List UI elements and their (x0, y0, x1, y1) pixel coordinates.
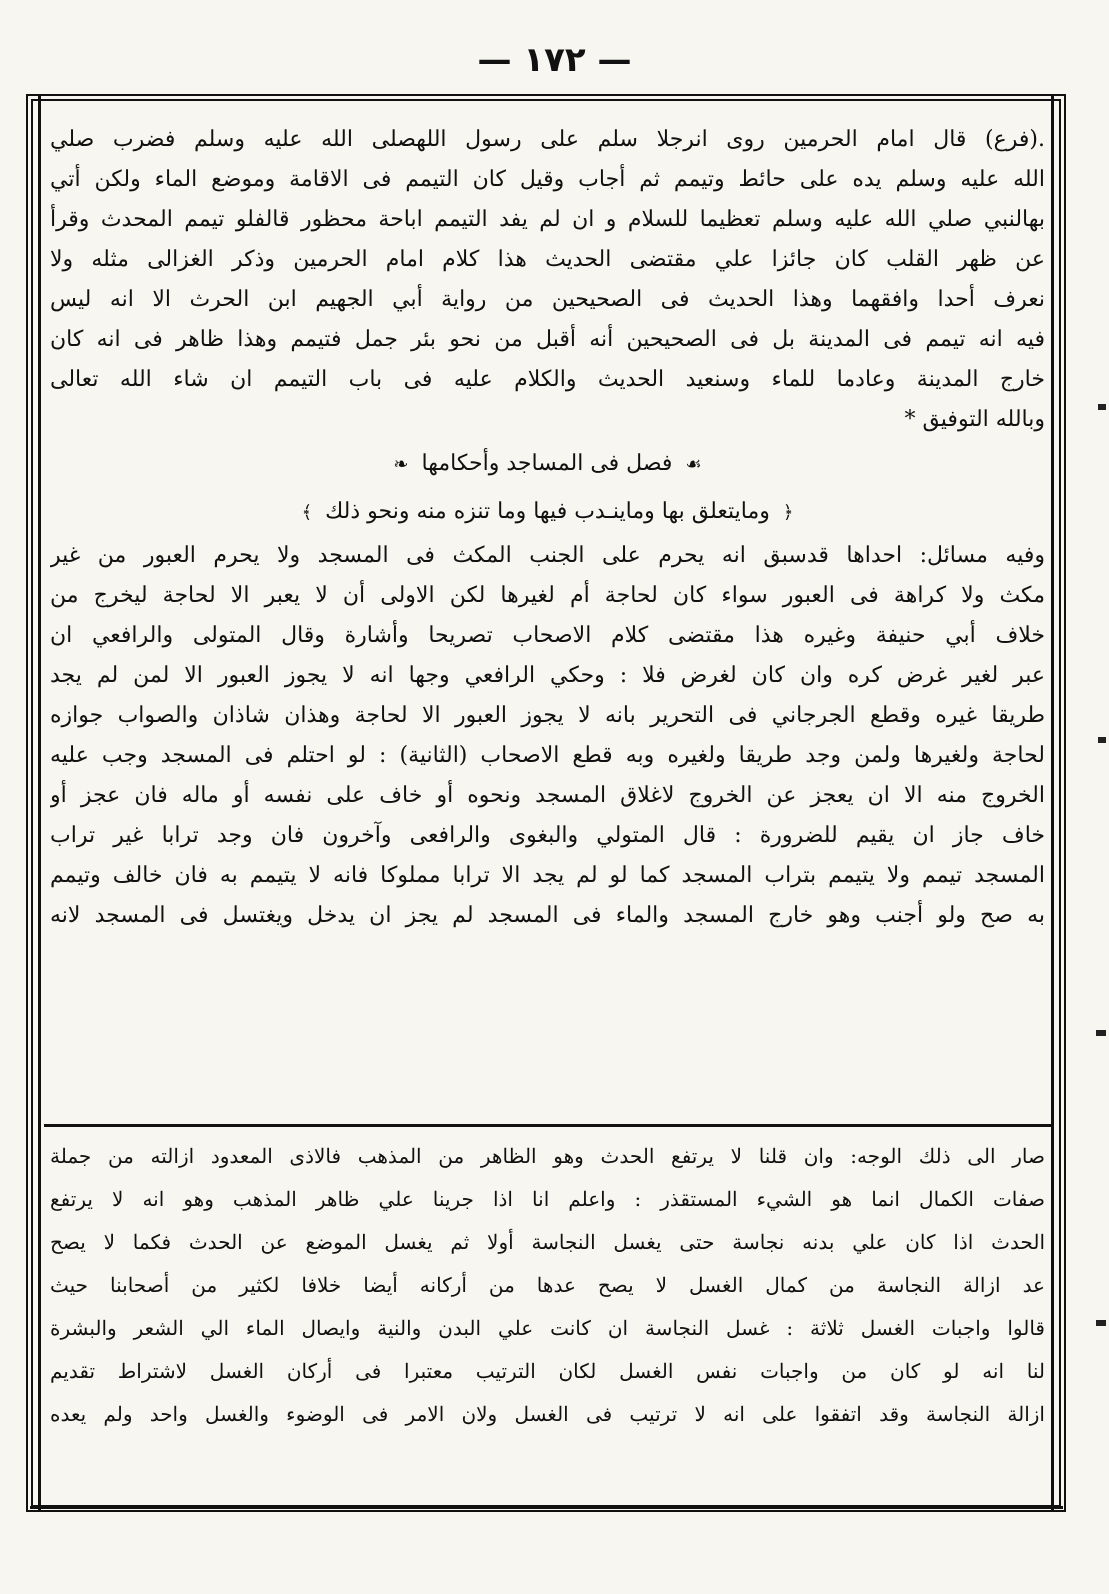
footnote-line: عد ازالة النجاسة من كمال الغسل لا يصح عدها من أركانه أيضا خلافا لكثير من أصحابنا حيث (50, 1273, 1045, 1297)
text-line: المسجد تيمم ولا يتيمم بتراب المسجد كما لو لم يجد الا ترابا مملوكا فانه لا يتيمم به فان خالف وتيمم (50, 863, 1045, 888)
text-line: عن ظهر القلب كان جائزا علي مقتضى الحديث هذا كلام امام الحرمين وذكر الغزالى مثله ولا (50, 247, 1045, 272)
scan-mark (1096, 1030, 1106, 1036)
text-line: بهالنبي صلي الله عليه وسلم تعظيما للسلام و ان لم يفد التيمم اباحة محظور قالفلو تيمم المحدث وقرأ (50, 207, 1045, 232)
page-number: — ۱۷۲ — (477, 40, 632, 80)
scan-mark (1098, 737, 1106, 743)
text-line: عبر لغير غرض كره وان كان لغرض فلا : وحكي الرافعي وجها انه لا يجوز العبور الا لمن لم يجد (50, 663, 1045, 688)
text-line: وفيه مسائل: احداها قدسبق انه يحرم على الجنب المكث فى المسجد ولا يحرم العبور من غير (50, 543, 1045, 568)
frame-inner-rule-left (38, 94, 41, 1512)
footnote-divider (44, 1124, 1054, 1127)
section-title (50, 440, 1045, 488)
footnote-line: الحدث اذا كان علي بدنه نجاسة حتى يغسل النجاسة أولا ثم يغسل الموضع عن الحدث فكما لا يصح (50, 1230, 1045, 1254)
footnote-line: ازالة النجاسة وقد اتفقوا على انه لا ترتيب فى الغسل ولان الامر فى الوضوء والغسل واحد ولم يعده (50, 1402, 1045, 1426)
text-line: لحاجة ولغيرها ولمن وجد طريقا ولغيره وبه قطع الاصحاب (الثانية) : لو احتلم فى المسجد وجب عليه (50, 743, 1045, 768)
footnote-line: لنا انه لو كان من واجبات نفس الغسل لكان الترتيب معتبرا فى أركان الغسل لاشتراط تقديم (50, 1359, 1045, 1383)
text-line: طريقا غيره وقطع الجرجاني فى التحرير بانه لا يجوز العبور الا لحاجة وهذان شاذان والصواب جوازه (50, 703, 1045, 728)
ornament-right-icon: ☙ (685, 454, 702, 475)
text-line: الخروج منه الا ان يعجز عن الخروج لاغلاق المسجد ونحوه أو خاف على نفسه أو ماله فان عجز أو (50, 783, 1045, 808)
footnote-line: صفات الكمال انما هو الشيء المستقذر : واعلم انا اذا جرينا علي ظاهر المذهب وهو انه لا يرتفع (50, 1187, 1045, 1211)
section-title-text: فصل فى المساجد وأحكامها (421, 451, 673, 476)
text-line: خلاف أبي حنيفة وغيره هذا مقتضى كلام الاصحاب تصريحا وأشارة وقال المتولى والرافعي ان (50, 623, 1045, 648)
section-subtitle (50, 488, 1045, 536)
paren-close-icon: ﴾ (301, 502, 313, 523)
footnote-line: قالوا واجبات الغسل ثلاثة : غسل النجاسة ان كانت علي البدن والنية وايصال الماء الي الشعر والبشرة (50, 1316, 1045, 1340)
text-line: خاف جاز ان يقيم للضرورة : قال المتولي والبغوى والرافعى وآخرون فان وجد ترابا غير تراب (50, 823, 1045, 848)
paren-open-icon: ﴿ (782, 502, 794, 523)
text-line: .(فرع) قال امام الحرمين روى انرجلا سلم على رسول اللهصلى الله عليه وسلم فضرب صلي (50, 127, 1045, 152)
section-subtitle-text: ومايتعلق بها وماينـدب فيها وما تنزه منه ونحو ذلك (325, 499, 770, 524)
footnote-line: صار الى ذلك الوجه: وان قلنا لا يرتفع الحدث وهو الظاهر من المذهب فالاذى المعدود ازالته من جملة (50, 1144, 1045, 1168)
scan-mark (1096, 1320, 1106, 1326)
text-line: نعرف أحدا وافقهما وهذا الحديث فى الصحيحين من رواية أبي الجهيم ابن الحرث الا انه ليس (50, 287, 1045, 312)
text-line: خارج المدينة وعادما للماء وسنعيد الحديث والكلام عليه فى باب التيمم ان شاء الله تعالى (50, 367, 1045, 392)
footnote-text (50, 1135, 1045, 1436)
text-line: وبالله التوفيق * (904, 407, 1045, 432)
bottom-rule (30, 1506, 1063, 1509)
ornament-left-icon: ❧ (393, 454, 409, 475)
frame-inner-rule-right (1051, 94, 1054, 1512)
text-line: فيه انه تيمم فى المدينة بل فى الصحيحين أنه أقبل من نحو بئر جمل فتيمم وهذا ظاهر فى انه كان (50, 327, 1045, 352)
main-text (50, 120, 1045, 936)
text-line: الله عليه وسلم يده على حائط وتيمم ثم أجاب وقيل كان التيمم فى الاقامة وموضع الماء ولكن أتي (50, 167, 1045, 192)
scan-mark (1098, 404, 1106, 410)
text-line: مكث ولا كراهة فى العبور سواء كان لحاجة أم لغيرها لكن الاولى أن لا يعبر الا لحاجة ليخرج من (50, 583, 1045, 608)
text-line: به صح ولو أجنب وهو خارج المسجد والماء فى المسجد لم يجز ان يدخل ويغتسل فى المسجد لانه (50, 903, 1045, 928)
